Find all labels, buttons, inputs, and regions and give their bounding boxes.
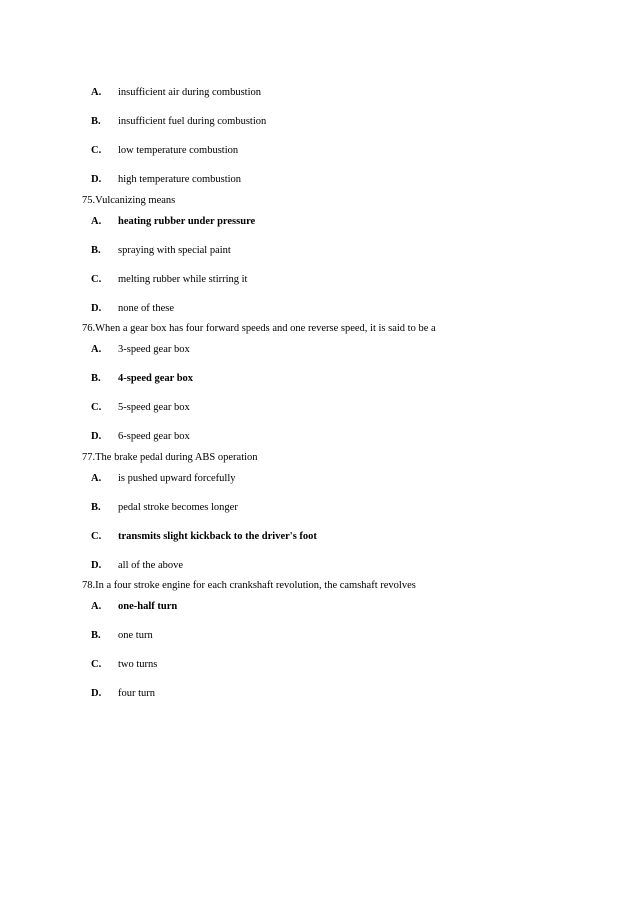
option-text: all of the above bbox=[118, 560, 184, 571]
option-text: low temperature combustion bbox=[118, 145, 239, 156]
option-letter: B. bbox=[91, 245, 101, 256]
option-text: is pushed upward forcefully bbox=[118, 473, 236, 484]
option-letter: C. bbox=[91, 531, 102, 542]
option-letter: B. bbox=[91, 630, 101, 641]
option-letter: D. bbox=[91, 174, 102, 185]
option-letter: A. bbox=[91, 344, 102, 355]
option-letter: C. bbox=[91, 659, 102, 670]
option-letter: B. bbox=[91, 373, 101, 384]
option-letter: C. bbox=[91, 145, 102, 156]
option-letter: B. bbox=[91, 116, 101, 127]
option-text: four turn bbox=[118, 688, 156, 699]
question-text: When a gear box has four forward speeds and one reverse speed, it is said to be a bbox=[95, 323, 436, 334]
question-number: 78. bbox=[82, 580, 96, 591]
option-letter: A. bbox=[91, 87, 102, 98]
question-number: 76. bbox=[82, 323, 96, 334]
option-letter: D. bbox=[91, 688, 102, 699]
option-text: 6-speed gear box bbox=[118, 431, 190, 442]
option-text: 5-speed gear box bbox=[118, 402, 190, 413]
option-text: 3-speed gear box bbox=[118, 344, 190, 355]
option-text: melting rubber while stirring it bbox=[118, 274, 248, 285]
option-letter: A. bbox=[91, 601, 102, 612]
option-text-correct: 4-speed gear box bbox=[118, 373, 194, 384]
option-text: pedal stroke becomes longer bbox=[118, 502, 238, 513]
option-text: insufficient air during combustion bbox=[118, 87, 261, 98]
option-text: two turns bbox=[118, 659, 158, 670]
question-number: 77. bbox=[82, 452, 96, 463]
option-letter: A. bbox=[91, 473, 102, 484]
option-letter: B. bbox=[91, 502, 101, 513]
option-text-correct: heating rubber under pressure bbox=[118, 216, 256, 227]
option-text: one turn bbox=[118, 630, 153, 641]
question-text: Vulcanizing means bbox=[95, 195, 176, 206]
option-text-correct: transmits slight kickback to the driver's foot bbox=[118, 531, 317, 542]
option-letter: D. bbox=[91, 560, 102, 571]
option-letter: D. bbox=[91, 303, 102, 314]
option-letter: C. bbox=[91, 402, 102, 413]
option-letter: D. bbox=[91, 431, 102, 442]
option-text: spraying with special paint bbox=[118, 245, 231, 256]
option-text: high temperature combustion bbox=[118, 174, 242, 185]
option-text-correct: one-half turn bbox=[118, 601, 178, 612]
question-text: In a four stroke engine for each crankshaft revolution, the camshaft revolves bbox=[95, 580, 416, 591]
option-text: none of these bbox=[118, 303, 174, 314]
question-text: The brake pedal during ABS operation bbox=[95, 452, 258, 463]
question-number: 75. bbox=[82, 195, 96, 206]
option-letter: A. bbox=[91, 216, 102, 227]
option-letter: C. bbox=[91, 274, 102, 285]
option-text: insufficient fuel during combustion bbox=[118, 116, 267, 127]
